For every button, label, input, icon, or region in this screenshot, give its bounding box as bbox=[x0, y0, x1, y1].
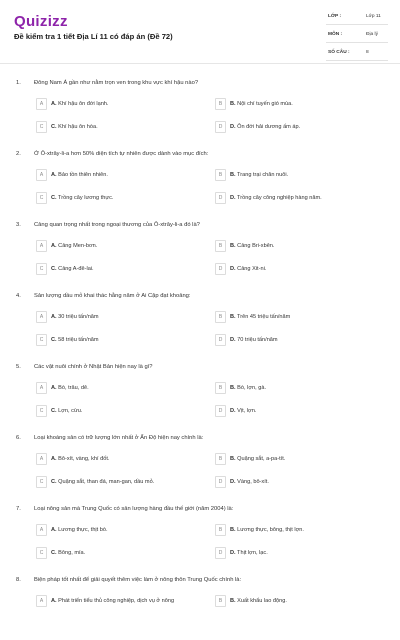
option-prefix: C. bbox=[51, 195, 57, 201]
question-number: 2. bbox=[16, 151, 21, 157]
option-letter-box: A bbox=[36, 240, 47, 252]
option-prefix: A. bbox=[51, 598, 57, 604]
question-item bbox=[0, 72, 400, 143]
option-letter-box: C bbox=[36, 547, 47, 559]
option-prefix: A. bbox=[51, 101, 57, 107]
option-letter-box: D bbox=[215, 405, 226, 417]
question-item bbox=[0, 214, 400, 285]
question-text: Đông Nam Á gần như nằm trọn ven trong khu vực khí hậu nào? bbox=[34, 80, 199, 86]
question-text: Loại khoáng sản có trữ lượng lớn nhất ở Ấn Độ hiện nay chính là: bbox=[34, 435, 204, 441]
option-letter-box: D bbox=[215, 476, 226, 488]
option-letter-box: C bbox=[36, 192, 47, 204]
option-letter-box: C bbox=[36, 405, 47, 417]
option-text bbox=[51, 172, 108, 178]
question-text: Ở Ô-xtrây-li-a hơn 50% diện tích tự nhiên được dành vào mục đích: bbox=[34, 151, 209, 157]
option-text bbox=[51, 195, 113, 201]
option-label: Vàng, bô-xít. bbox=[237, 479, 269, 485]
option-text bbox=[51, 598, 174, 604]
option-letter-box: B bbox=[215, 311, 226, 323]
option-text bbox=[230, 456, 285, 462]
meta-row-count bbox=[326, 46, 388, 61]
option-label: Cảng A-đê-lai. bbox=[58, 266, 94, 272]
option-text bbox=[230, 527, 304, 533]
question-number: 5. bbox=[16, 364, 21, 370]
option-prefix: D. bbox=[230, 337, 236, 343]
option-text bbox=[230, 408, 256, 414]
option-text bbox=[51, 550, 85, 556]
question-item bbox=[0, 498, 400, 569]
option-letter-box: B bbox=[215, 169, 226, 181]
option-letter-box: A bbox=[36, 524, 47, 536]
option-prefix: A. bbox=[51, 172, 57, 178]
option-text bbox=[51, 456, 109, 462]
option-prefix: C. bbox=[51, 479, 57, 485]
option-letter-box: D bbox=[215, 121, 226, 133]
option-letter-box: A bbox=[36, 382, 47, 394]
option-text bbox=[51, 408, 82, 414]
option-label: Bảo tồn thiên nhiên. bbox=[58, 172, 108, 178]
question-list bbox=[0, 72, 400, 640]
option-prefix: D. bbox=[230, 550, 236, 556]
question-number: 4. bbox=[16, 293, 21, 299]
option-prefix: C. bbox=[51, 266, 57, 272]
option-label: Ôn đới hải dương ấm áp. bbox=[237, 124, 301, 130]
option-letter-box: D bbox=[215, 192, 226, 204]
option-prefix: B. bbox=[230, 101, 236, 107]
option-letter-box: B bbox=[215, 382, 226, 394]
option-text bbox=[230, 337, 278, 343]
option-text bbox=[230, 243, 274, 249]
meta-value: Lớp 11 bbox=[366, 14, 381, 19]
option-prefix: D. bbox=[230, 195, 236, 201]
option-prefix: C. bbox=[51, 550, 57, 556]
question-number: 7. bbox=[16, 506, 21, 512]
option-label: Cảng Bri-xbên. bbox=[237, 243, 275, 249]
option-label: Cảng Xit-ni. bbox=[237, 266, 267, 272]
option-prefix: D. bbox=[230, 124, 236, 130]
option-text bbox=[230, 195, 322, 201]
option-prefix: D. bbox=[230, 266, 236, 272]
option-letter-box: A bbox=[36, 311, 47, 323]
option-letter-box: D bbox=[215, 263, 226, 275]
option-text bbox=[51, 527, 108, 533]
option-label: Trồng cây công nghiệp hàng năm. bbox=[237, 195, 322, 201]
option-text bbox=[230, 550, 268, 556]
meta-value: 8 bbox=[366, 50, 369, 55]
option-prefix: A. bbox=[51, 314, 57, 320]
question-item bbox=[0, 569, 400, 640]
question-number: 1. bbox=[16, 80, 21, 86]
option-letter-box: A bbox=[36, 169, 47, 181]
option-label: Khí hậu ôn đới lạnh. bbox=[58, 101, 109, 107]
option-label: Vịt, lợn. bbox=[237, 408, 257, 414]
option-text bbox=[51, 337, 99, 343]
question-item bbox=[0, 285, 400, 356]
option-letter-box: D bbox=[215, 547, 226, 559]
option-label: Xuất khẩu lao động. bbox=[237, 598, 287, 604]
option-prefix: B. bbox=[230, 243, 236, 249]
question-text: Loại nông sản mà Trung Quốc có sản lượng hàng đầu thế giới (năm 2004) là: bbox=[34, 506, 234, 512]
option-text bbox=[51, 124, 98, 130]
option-prefix: B. bbox=[230, 385, 236, 391]
option-text bbox=[230, 314, 290, 320]
option-letter-box: C bbox=[36, 121, 47, 133]
option-letter-box: B bbox=[215, 240, 226, 252]
meta-info bbox=[326, 10, 388, 64]
document-title: Đề kiểm tra 1 tiết Địa Lí 11 có đáp án (Đề 72) bbox=[14, 32, 173, 41]
option-prefix: D. bbox=[230, 479, 236, 485]
option-text bbox=[230, 124, 300, 130]
option-prefix: B. bbox=[230, 527, 236, 533]
option-label: 58 triệu tấn/năm bbox=[58, 337, 99, 343]
meta-row-class bbox=[326, 10, 388, 25]
option-text bbox=[51, 101, 108, 107]
quizizz-logo: Quizizz bbox=[14, 13, 68, 30]
option-text bbox=[51, 385, 89, 391]
option-label: Bò, lợn, gà. bbox=[237, 385, 267, 391]
option-prefix: A. bbox=[51, 456, 57, 462]
option-label: Thịt lợn, lạc. bbox=[237, 550, 268, 556]
question-text: Sản lượng dầu mỏ khai thác hằng năm ở Ai Cập đạt khoảng: bbox=[34, 293, 191, 299]
option-letter-box: A bbox=[36, 98, 47, 110]
option-label: Quặng sắt, than đá, man-gan, dầu mỏ. bbox=[58, 479, 155, 485]
question-text: Cảng quan trọng nhất trong ngoại thương của Ô-xtrây-li-a đó là? bbox=[34, 222, 200, 228]
option-letter-box: C bbox=[36, 263, 47, 275]
option-prefix: B. bbox=[230, 598, 236, 604]
option-label: Trên 45 triệu tấn/năm bbox=[237, 314, 291, 320]
meta-label: MÔN : bbox=[328, 32, 343, 37]
option-label: 70 triệu tấn/năm bbox=[237, 337, 278, 343]
option-text bbox=[51, 314, 99, 320]
option-label: Lợn, cừu. bbox=[58, 408, 83, 414]
option-label: Trồng cây lương thực. bbox=[58, 195, 114, 201]
option-text bbox=[230, 266, 266, 272]
option-text bbox=[230, 172, 288, 178]
option-prefix: B. bbox=[230, 314, 236, 320]
option-text bbox=[51, 243, 97, 249]
question-item bbox=[0, 143, 400, 214]
option-prefix: C. bbox=[51, 337, 57, 343]
option-letter-box: B bbox=[215, 98, 226, 110]
question-item bbox=[0, 356, 400, 427]
option-label: 30 triệu tấn/năm bbox=[58, 314, 99, 320]
option-label: Nội chí tuyến gió mùa. bbox=[237, 101, 293, 107]
option-label: Lương thực, bông, thịt lợn. bbox=[237, 527, 304, 533]
option-letter-box: A bbox=[36, 453, 47, 465]
option-letter-box: C bbox=[36, 476, 47, 488]
meta-label: LỚP : bbox=[328, 14, 342, 19]
option-prefix: A. bbox=[51, 527, 57, 533]
option-label: Trang trại chăn nuôi. bbox=[237, 172, 289, 178]
option-label: Quặng sắt, a-pa-tít. bbox=[237, 456, 286, 462]
option-text bbox=[51, 266, 94, 272]
meta-value: Địa lý bbox=[366, 32, 378, 37]
page-header bbox=[0, 0, 400, 64]
option-label: Phát triển tiểu thủ công nghiệp, dịch vụ ở nông bbox=[58, 598, 175, 604]
option-letter-box: B bbox=[215, 524, 226, 536]
option-label: Cảng Men-bơn. bbox=[58, 243, 98, 249]
question-text: Biện pháp tốt nhất để giải quyết thêm việc làm ở nông thôn Trung Quốc chính là: bbox=[34, 577, 242, 583]
option-label: Khí hậu ôn hòa. bbox=[58, 124, 98, 130]
question-text: Các vật nuôi chính ở Nhật Bản hiện nay là gì? bbox=[34, 364, 153, 370]
question-number: 8. bbox=[16, 577, 21, 583]
question-item bbox=[0, 427, 400, 498]
option-prefix: D. bbox=[230, 408, 236, 414]
option-text bbox=[230, 385, 266, 391]
option-text bbox=[230, 479, 269, 485]
option-letter-box: D bbox=[215, 334, 226, 346]
meta-label: SỐ CÂU : bbox=[328, 50, 350, 55]
option-letter-box: A bbox=[36, 595, 47, 607]
option-text bbox=[230, 598, 287, 604]
option-prefix: B. bbox=[230, 456, 236, 462]
option-prefix: C. bbox=[51, 408, 57, 414]
option-label: Lương thực, thịt bò. bbox=[58, 527, 108, 533]
option-label: Bò, trâu, dê. bbox=[58, 385, 89, 391]
meta-row-subject bbox=[326, 28, 388, 43]
option-text bbox=[51, 479, 154, 485]
option-label: Bô-xít, vàng, khí đốt. bbox=[58, 456, 110, 462]
option-label: Bông, mía. bbox=[58, 550, 86, 556]
option-letter-box: B bbox=[215, 595, 226, 607]
question-number: 6. bbox=[16, 435, 21, 441]
option-prefix: C. bbox=[51, 124, 57, 130]
option-letter-box: B bbox=[215, 453, 226, 465]
option-letter-box: C bbox=[36, 334, 47, 346]
option-prefix: B. bbox=[230, 172, 236, 178]
option-text bbox=[230, 101, 293, 107]
option-prefix: A. bbox=[51, 385, 57, 391]
option-prefix: A. bbox=[51, 243, 57, 249]
question-number: 3. bbox=[16, 222, 21, 228]
